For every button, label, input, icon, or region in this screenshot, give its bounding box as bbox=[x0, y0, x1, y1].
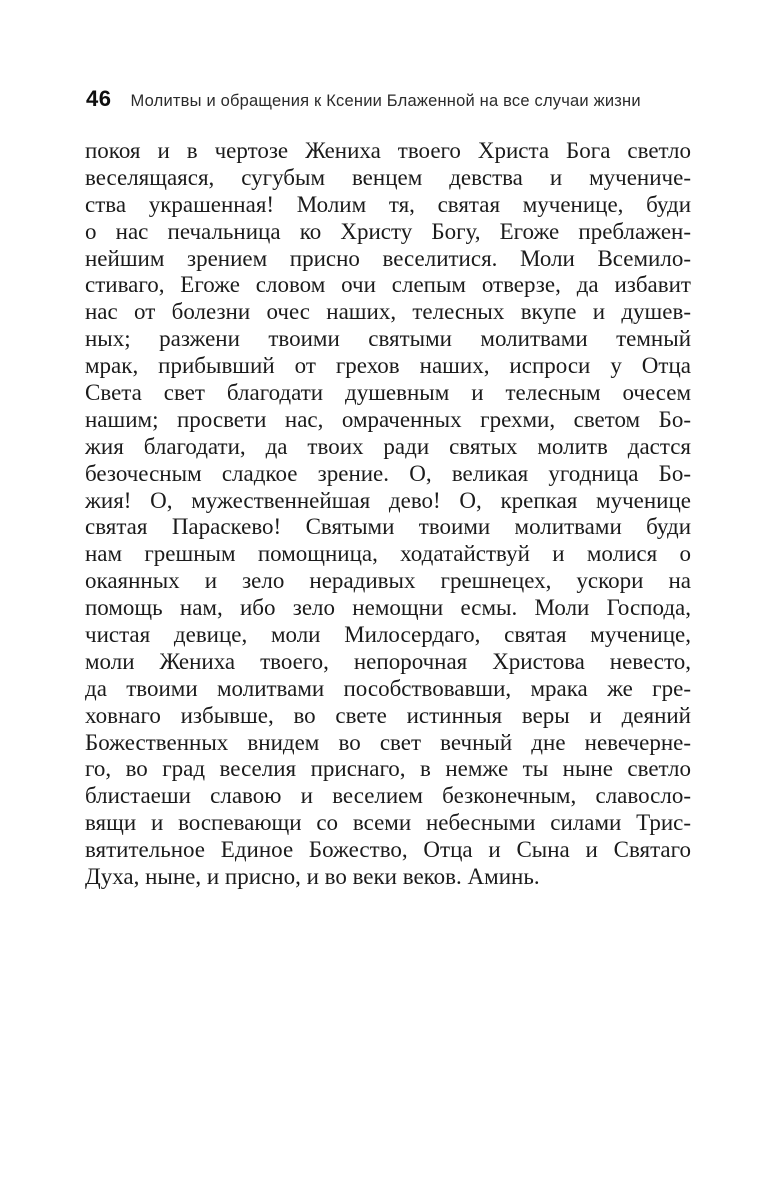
text-line: помощь нам, ибо зело немощни есмы. Моли Господа, bbox=[85, 595, 691, 621]
text-line: веселящаяся, сугубым венцем девства и мучениче- bbox=[85, 164, 691, 190]
text-line: нас от болезни очес наших, телесных вкупе и душев- bbox=[85, 299, 691, 325]
text-line: Света свет благодати душевным и телесным очесем bbox=[85, 380, 691, 406]
page-number: 46 bbox=[86, 86, 112, 111]
text-line: жия благодати, да твоих ради святых молитв дастся bbox=[85, 433, 691, 459]
text-line: нашим; просвети нас, омраченных грехми, светом Бо- bbox=[85, 406, 691, 432]
text-line: чистая девице, моли Милосердаго, святая мученице, bbox=[85, 622, 691, 648]
text-line: окаянных и зело нерадивых грешнецех, ускори на bbox=[85, 568, 691, 594]
text-line: моли Жениха твоего, непорочная Христова невесто, bbox=[85, 648, 691, 674]
text-line: Божественных внидем во свет вечный дне невечерне- bbox=[85, 729, 691, 755]
prayer-text-block bbox=[85, 138, 691, 891]
text-line: го, во град веселия приснаго, в немже ты ныне светло bbox=[85, 756, 691, 782]
text-line: безочесным сладкое зрение. О, великая угодница Бо- bbox=[85, 460, 691, 486]
text-line: ных; разжени твоими святыми молитвами темный bbox=[85, 326, 691, 352]
text-line: жия! О, мужественнейшая дево! О, крепкая мученице bbox=[85, 487, 691, 513]
running-title: Молитвы и обращения к Ксении Блаженной на все случаи жизни bbox=[130, 92, 641, 110]
text-line: о нас печальница ко Христу Богу, Егоже преблажен- bbox=[85, 218, 691, 244]
text-line: святая Параскево! Святыми твоими молитвами буди bbox=[85, 514, 691, 540]
text-line: нам грешным помощница, ходатайствуй и молися о bbox=[85, 541, 691, 567]
text-line: стиваго, Егоже словом очи слепым отверзе, да избавит bbox=[85, 272, 691, 298]
text-line: вящи и воспевающи со всеми небесными силами Трис- bbox=[85, 810, 691, 836]
text-line: вятительное Единое Божество, Отца и Сына и Святаго bbox=[85, 837, 691, 863]
text-line: ства украшенная! Молим тя, святая мученице, буди bbox=[85, 191, 691, 217]
text-line: нейшим зрением присно веселитися. Моли Всемило- bbox=[85, 245, 691, 271]
text-line: блистаеши славою и веселием безконечным, славосло- bbox=[85, 783, 691, 809]
text-line: мрак, прибывший от грехов наших, испроси у Отца bbox=[85, 353, 691, 379]
text-line: Духа, ныне, и присно, и во веки веков. Аминь. bbox=[85, 864, 540, 890]
page-header bbox=[86, 86, 726, 112]
text-line: покоя и в чертозе Жениха твоего Христа Бога светло bbox=[85, 138, 691, 163]
text-line: ховнаго избывше, во свете истинныя веры и деяний bbox=[85, 702, 691, 728]
text-line: да твоими молитвами пособствовавши, мрака же гре- bbox=[85, 675, 691, 701]
